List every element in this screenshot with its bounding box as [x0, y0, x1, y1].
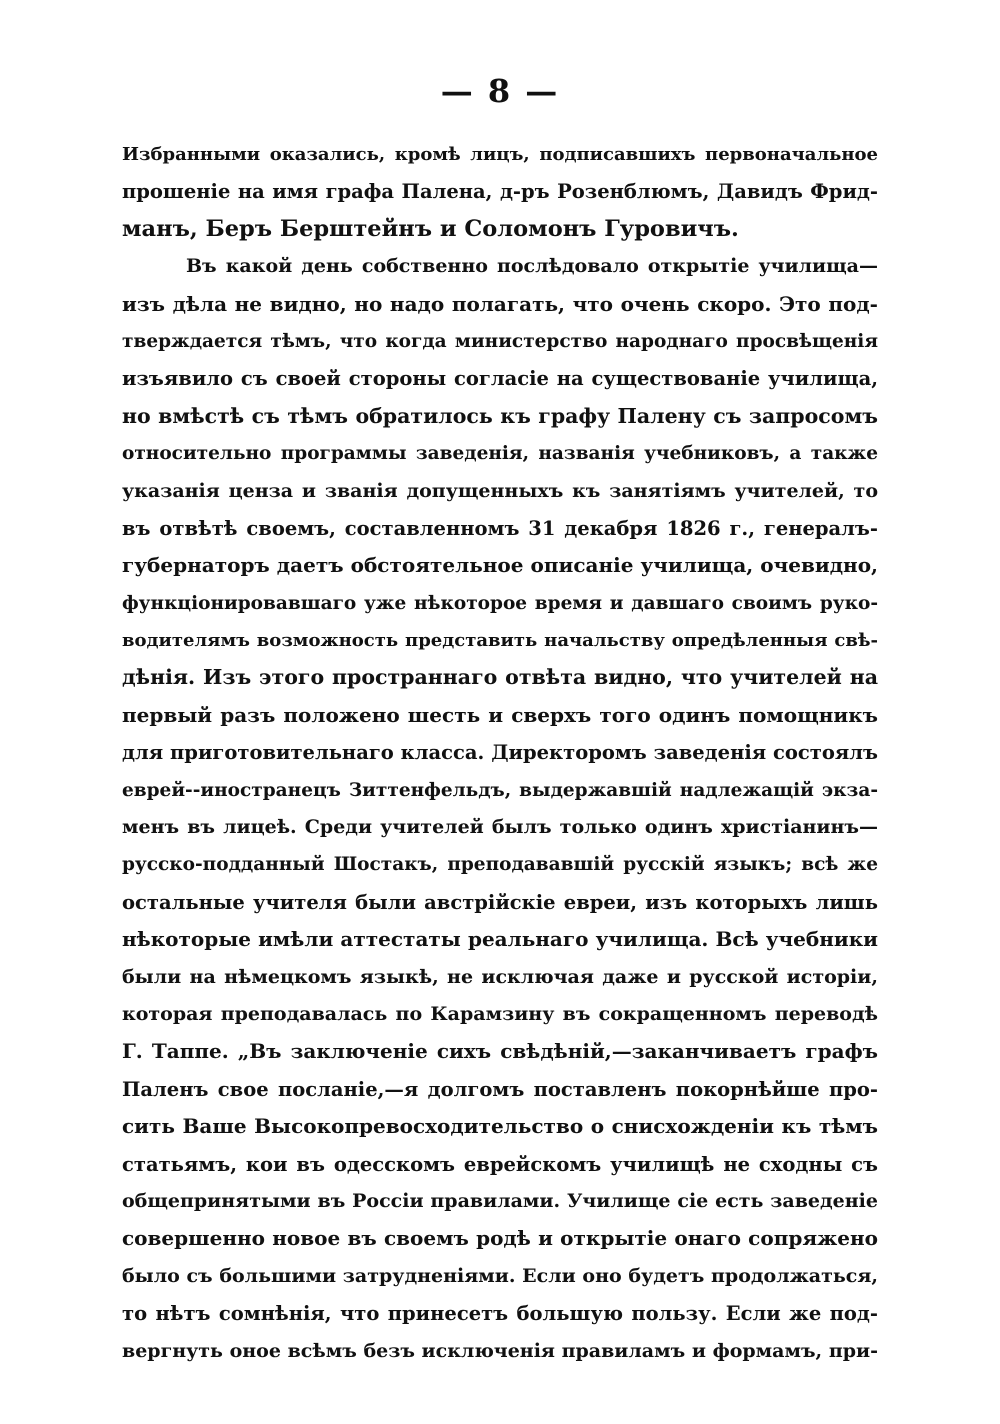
text-line: манъ, Беръ Берштейнъ и Соломонъ Гуровичъ.	[122, 215, 739, 242]
text-line: въ отвѣтѣ своемъ, составленномъ 31 декабря 1826 г., генералъ-	[122, 516, 878, 540]
text-line: Въ какой день собственно послѣдовало открытіе училища—	[186, 255, 878, 278]
text-line: губернаторъ даетъ обстоятельное описаніе училища, очевидно,	[122, 553, 878, 578]
text-line: Паленъ свое посланіе,—я долгомъ поставленъ покорнѣйше про-	[122, 1077, 878, 1101]
text-line: то нѣтъ сомнѣнія, что принесетъ большую пользу. Если же под-	[122, 1302, 878, 1326]
text-line: изъявило съ своей стороны согласіе на существованіе училища,	[122, 367, 878, 391]
text-line: вергнуть оное всѣмъ безъ исключенія правиламъ и формамъ, при-	[122, 1339, 878, 1362]
text-line: статьямъ, кои въ одесскомъ еврейскомъ училищѣ не сходны съ	[122, 1152, 878, 1176]
body-text	[122, 136, 878, 1370]
text-line: функціонировавшаго уже нѣкоторое время и давшаго своимъ руко-	[122, 592, 878, 614]
text-line: остальные учителя были австрійскіе евреи, изъ которыхъ лишь	[122, 890, 878, 914]
text-line: русско-подданный Шостакъ, преподававшій русскій языкъ; всѣ же	[122, 854, 878, 876]
text-line: Избранными оказались, кромѣ лицъ, подписавшихъ первоначальное	[122, 144, 878, 165]
text-line: для приготовительнаго класса. Директоромъ заведенія состоялъ	[122, 741, 878, 765]
text-line: еврей--иностранецъ Зиттенфельдъ, выдержавшій надлежащій экза-	[122, 779, 878, 801]
page-number: — 8 —	[440, 72, 560, 110]
text-line: но вмѣстѣ съ тѣмъ обратилось къ графу Палену съ запросомъ	[122, 403, 878, 428]
text-line: менъ въ лицеѣ. Среди учителей былъ только одинъ христіанинъ—	[122, 816, 878, 839]
text-line: сить Ваше Высокопревосходительство о снисхожденіи къ тѣмъ	[122, 1114, 878, 1139]
text-line: указанія ценза и званія допущенныхъ къ занятіямъ учителей, то	[122, 479, 878, 502]
text-line: было съ большими затрудненіями. Если оно будетъ продолжаться,	[122, 1264, 878, 1287]
text-line: дѣнія. Изъ этого пространнаго отвѣта видно, что учителей на	[122, 665, 878, 690]
text-line: нѣкоторые имѣли аттестаты реальнаго училища. Всѣ учебники	[122, 927, 878, 952]
text-line: тверждается тѣмъ, что когда министерство народнаго просвѣщенія	[122, 330, 878, 352]
text-line: водителямъ возможность представить начальству опредѣленныя свѣ-	[122, 630, 878, 652]
text-line: общепринятыми въ Россіи правилами. Училище сіе есть заведеніе	[122, 1189, 878, 1212]
text-line: прошеніе на имя графа Палена, д-ръ Розенблюмъ, Давидъ Фрид-	[122, 180, 878, 204]
text-line: которая преподавалась по Карамзину въ сокращенномъ переводѣ	[122, 1002, 878, 1025]
text-line: были на нѣмецкомъ языкѣ, не исключая даже и русской исторіи,	[122, 965, 878, 988]
text-line: относительно программы заведенія, названія учебниковъ, а также	[122, 443, 878, 465]
text-line: изъ дѣла не видно, но надо полагать, что очень скоро. Это под-	[122, 291, 878, 316]
text-line: совершенно новое въ своемъ родѣ и открытіе онаго сопряжено	[122, 1226, 878, 1251]
text-line: Г. Таппе. „Въ заключеніе сихъ свѣдѣній,—заканчиваетъ графъ	[122, 1039, 878, 1064]
text-line: первый разъ положено шесть и сверхъ того одинъ помощникъ	[122, 702, 878, 727]
